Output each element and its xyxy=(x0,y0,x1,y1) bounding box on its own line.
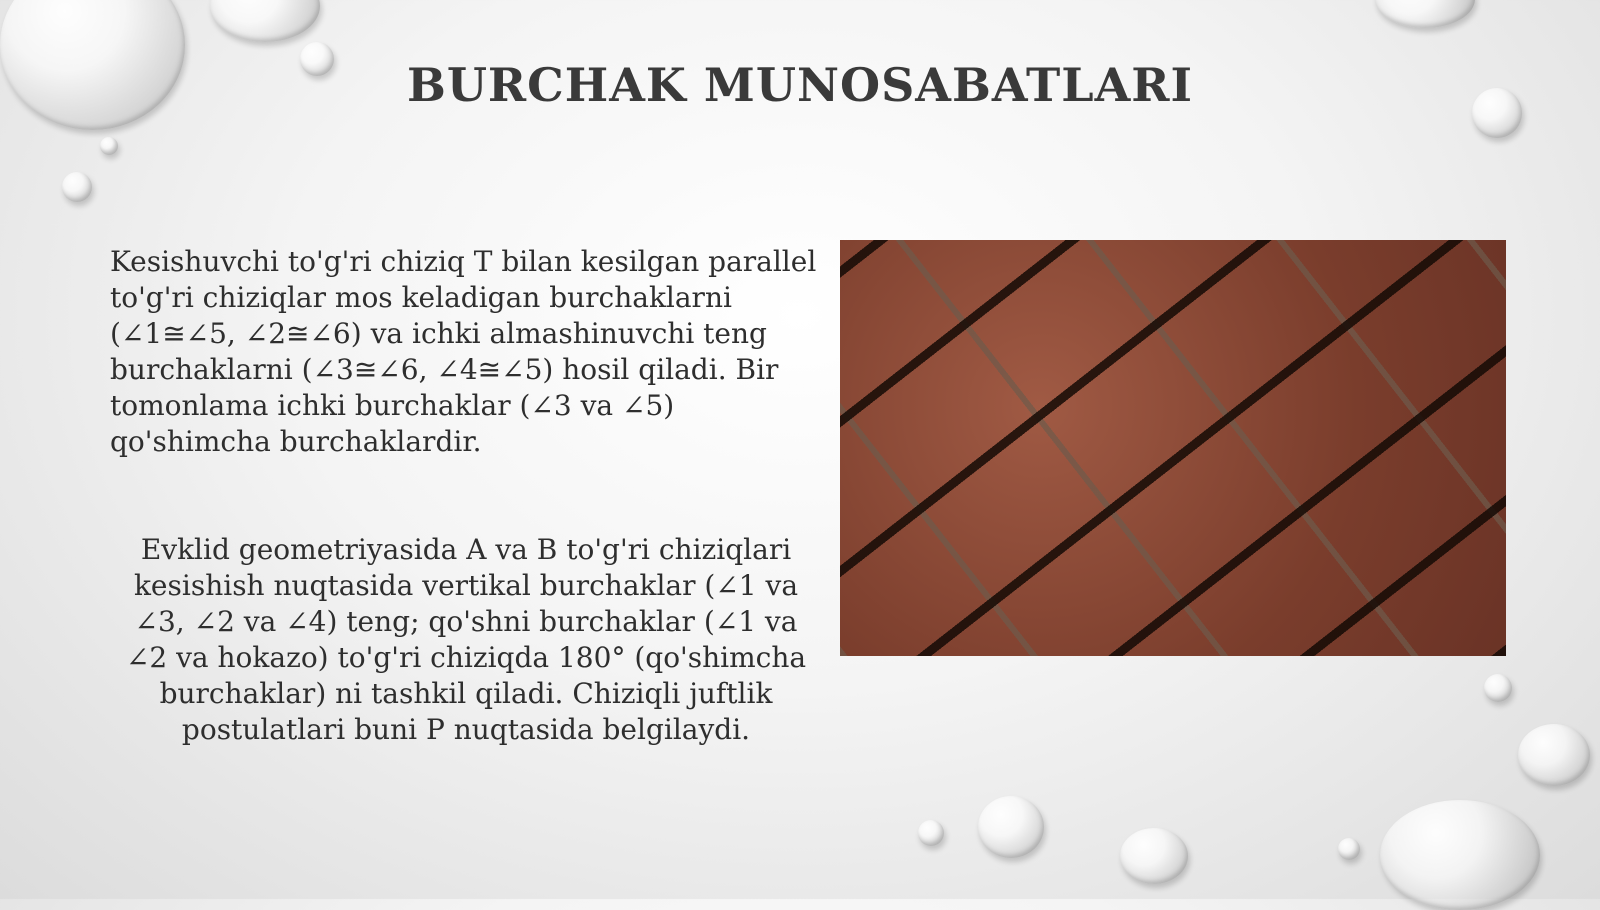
water-drop-decoration xyxy=(978,796,1044,858)
water-drop-decoration xyxy=(1518,724,1590,786)
water-drop-decoration xyxy=(918,820,944,846)
water-drop-decoration xyxy=(100,137,118,155)
brick-wall-image xyxy=(840,240,1506,656)
slide-title: BURCHAK MUNOSABATLARI xyxy=(406,58,1194,112)
water-drop-decoration xyxy=(1375,0,1475,28)
body-paragraph-parallel-lines: Kesishuvchi to'g'ri chiziq T bilan kesilgan parallel to'g'ri chiziqlar mos keladigan burchaklarni (∠1≅∠5, ∠2≅∠6) va ichki almashinuvchi teng burchaklarni (∠3≅∠6, ∠4≅∠5) hosil qiladi. Bir tomonlama ichki burchaklar (∠3 va ∠5) qo'shimcha burchaklardir. xyxy=(110,245,817,458)
water-drop-decoration xyxy=(1380,800,1540,910)
water-drop-decoration xyxy=(210,0,320,42)
body-paragraph-vertical-angles: Evklid geometriyasida A va B to'g'ri chiziqlari kesishish nuqtasida vertikal burchaklar (∠1 va ∠3, ∠2 va ∠4) teng; qo'shni burchaklar (∠1 va ∠2 va hokazo) to'g'ri chiziqda 180° (qo'shimcha burchaklar) ni tashkil qiladi. Chiziqli juftlik postulatlari buni P nuqtasida belgilaydi. xyxy=(125,533,807,746)
water-drop-decoration xyxy=(62,172,92,202)
water-drop-decoration xyxy=(1338,838,1360,860)
water-drop-decoration xyxy=(1120,828,1188,884)
water-drop-decoration xyxy=(1484,674,1512,702)
